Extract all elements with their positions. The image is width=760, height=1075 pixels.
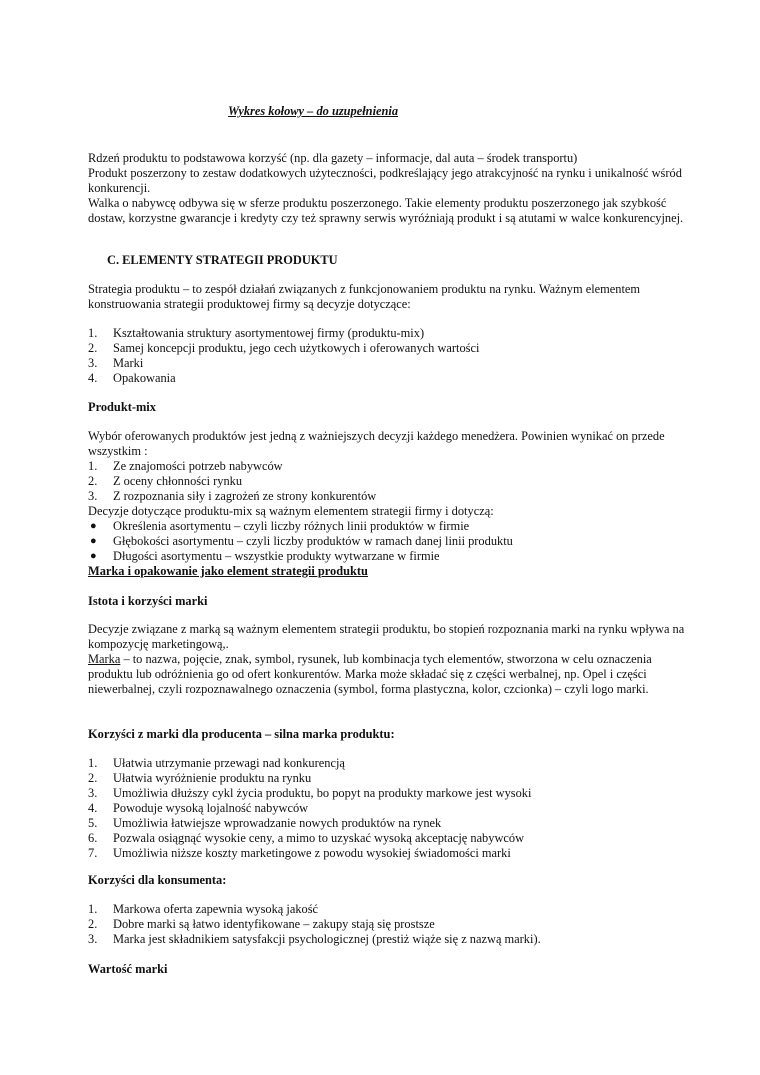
list-text: Powoduje wysoką lojalność nabywców	[113, 801, 309, 815]
bullet-item	[88, 519, 688, 534]
list-number: 1.	[88, 902, 98, 916]
list-number: 3.	[88, 932, 98, 946]
list-number: 1.	[88, 459, 98, 473]
bullet-item	[88, 534, 688, 549]
istota-block	[88, 622, 688, 697]
list-number: 6.	[88, 831, 98, 845]
list-text: Ze znajomości potrzeb nabywców	[113, 459, 283, 473]
list-item	[88, 786, 688, 801]
istota-heading: Istota i korzyści marki	[88, 594, 208, 608]
list-item	[88, 459, 688, 474]
list-item	[88, 831, 688, 846]
list-text: Ułatwia utrzymanie przewagi nad konkurencją	[113, 756, 345, 770]
list-item	[88, 756, 688, 771]
wartosc-heading: Wartość marki	[88, 962, 168, 976]
list-number: 4.	[88, 371, 98, 385]
list-text: Marki	[113, 356, 144, 370]
list-text: Kształtowania struktury asortymentowej firmy (produktu-mix)	[113, 326, 425, 340]
list-item	[88, 902, 688, 917]
list-number: 7.	[88, 846, 98, 860]
list-item	[88, 489, 688, 504]
section-c-list	[88, 326, 688, 386]
bullet-icon: ●	[90, 550, 97, 562]
intro-paragraph: Rdzeń produktu to podstawowa korzyść (np. dla gazety – informacje, dal auta – środek transportu)	[88, 151, 578, 165]
list-number: 3.	[88, 489, 98, 503]
list-item	[88, 474, 688, 489]
section-c-text	[88, 282, 688, 312]
bullet-text: Długości asortymentu – wszystkie produkty wytwarzane w firmie	[113, 549, 440, 563]
bullet-icon: ●	[90, 520, 97, 532]
list-text: Ułatwia wyróżnienie produktu na rynku	[113, 771, 312, 785]
list-text: Umożliwia dłuższy cykl życia produktu, bo popyt na produkty markowe jest wysoki	[113, 786, 532, 800]
konsument-list	[88, 902, 688, 947]
list-text: Umożliwia niższe koszty marketingowe z powodu wysokiej świadomości marki	[113, 846, 511, 860]
producent-heading: Korzyści z marki dla producenta – silna marka produktu:	[88, 727, 395, 741]
section-c-heading: C. ELEMENTY STRATEGII PRODUKTU	[107, 253, 338, 267]
list-text: Z oceny chłonności rynku	[113, 474, 243, 488]
list-number: 4.	[88, 801, 98, 815]
konsument-heading: Korzyści dla konsumenta:	[88, 873, 227, 887]
marka-term: Marka	[88, 652, 121, 666]
list-item	[88, 932, 688, 947]
marka-definition-text: – to nazwa, pojęcie, znak, symbol, rysunek, lub kombinacja tych elementów, stworzona w celu oznaczenia produktu lub odróżnienia go od ofert konkurentów. Marka może składać się z części werbalnej, np. Opel i części niewerbalnej, czyli rozpoznawalnego oznaczenia (symbol, forma plastyczna, kolor, czcionka) – czyli logo marki.	[88, 652, 652, 696]
list-number: 1.	[88, 756, 98, 770]
list-text: Pozwala osiągnąć wysokie ceny, a mimo to uzyskać wysoką akceptację nabywców	[113, 831, 525, 845]
marka-definition	[88, 652, 688, 697]
list-item	[88, 771, 688, 786]
list-item	[88, 371, 688, 386]
list-text: Samej koncepcji produktu, jego cech użytkowych i oferowanych wartości	[113, 341, 480, 355]
list-text: Dobre marki są łatwo identyfikowane – zakupy stają się prostsze	[113, 917, 435, 931]
produkt-mix-paragraph-2: Decyzje dotyczące produktu-mix są ważnym elementem strategii firmy i dotyczą:	[88, 504, 494, 518]
bullet-icon: ●	[90, 535, 97, 547]
list-text: Z rozpoznania siły i zagrożeń ze strony konkurentów	[113, 489, 377, 503]
list-text: Opakowania	[113, 371, 176, 385]
list-text: Markowa oferta zapewnia wysoką jakość	[113, 902, 319, 916]
document-title: Wykres kołowy – do uzupełnienia	[228, 104, 399, 118]
list-number: 2.	[88, 917, 98, 931]
bullet-text: Głębokości asortymentu – czyli liczby produktów w ramach danej linii produktu	[113, 534, 513, 548]
producent-list	[88, 756, 688, 861]
list-item	[88, 801, 688, 816]
list-number: 3.	[88, 786, 98, 800]
produkt-mix-block	[88, 429, 688, 579]
list-number: 5.	[88, 816, 98, 830]
list-number: 1.	[88, 326, 98, 340]
list-item	[88, 356, 688, 371]
marka-heading: Marka i opakowanie jako element strategii produktu	[88, 564, 368, 578]
list-item	[88, 341, 688, 356]
produkt-mix-heading: Produkt-mix	[88, 400, 156, 414]
bullet-item	[88, 549, 688, 564]
istota-paragraph: Decyzje związane z marką są ważnym elementem strategii produktu, bo stopień rozpoznania marki na rynku wpływa na kompozycję marketingową,.	[88, 622, 685, 651]
list-number: 2.	[88, 474, 98, 488]
list-item	[88, 846, 688, 861]
list-number: 3.	[88, 356, 98, 370]
intro-block	[88, 151, 688, 226]
intro-paragraph: Walka o nabywcę odbywa się w sferze produktu poszerzonego. Takie elementy produktu poszerzonego jak szybkość dostaw, korzystne gwarancje i kredyty czy też sprawny serwis wyróżniają produkt i są atutami w walce konkurencyjnej.	[88, 196, 684, 225]
list-text: Marka jest składnikiem satysfakcji psychologicznej (prestiż wiąże się z nazwą marki).	[113, 932, 541, 946]
list-text: Umożliwia łatwiejsze wprowadzanie nowych produktów na rynek	[113, 816, 442, 830]
list-number: 2.	[88, 771, 98, 785]
section-c-paragraph: Strategia produktu – to zespół działań związanych z funkcjonowaniem produktu na rynku. Ważnym elementem konstruowania strategii produktowej firmy są decyzje dotyczące:	[88, 282, 641, 311]
list-item	[88, 326, 688, 341]
bullet-text: Określenia asortymentu – czyli liczby różnych linii produktów w firmie	[113, 519, 470, 533]
intro-paragraph: Produkt poszerzony to zestaw dodatkowych użyteczności, podkreślający jego atrakcyjność na rynku i unikalność wśród konkurencji.	[88, 166, 682, 195]
list-item	[88, 816, 688, 831]
list-item	[88, 917, 688, 932]
produkt-mix-paragraph: Wybór oferowanych produktów jest jedną z ważniejszych decyzji każdego menedżera. Powinien wynikać on przede wszystkim :	[88, 429, 665, 458]
list-number: 2.	[88, 341, 98, 355]
